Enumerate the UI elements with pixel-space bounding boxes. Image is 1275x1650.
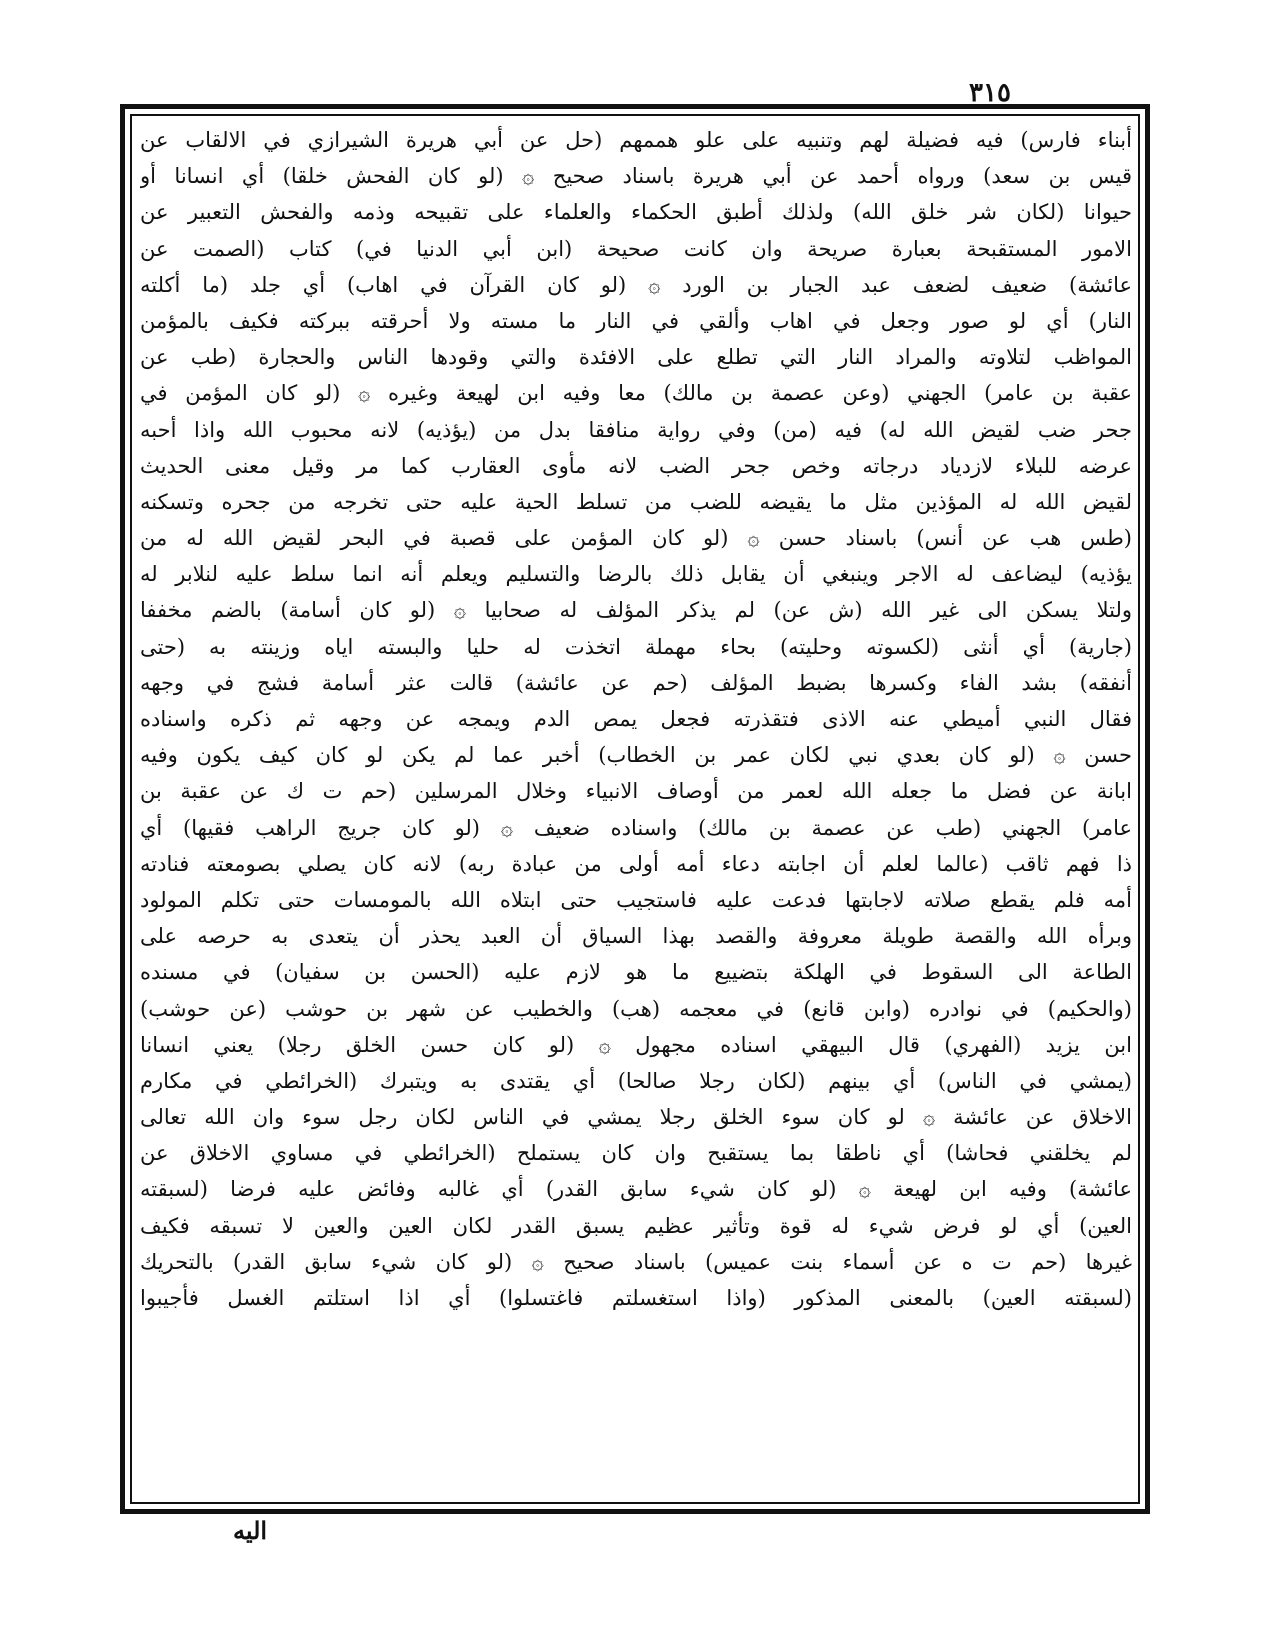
text-line: عائشة) وفيه ابن لهيعة ۞ (لو كان شيء سابق القدر) أي غالبه وفائض عليه فرضا (لسبقته — [140, 1177, 1132, 1202]
text-line: حيوانا (لكان شر خلق الله) ولذلك أطبق الحكماء والعلماء على تقبيحه وذمه والفحش التعبير عن — [140, 200, 1132, 225]
text-line: الاخلاق عن عائشة ۞ لو كان سوء الخلق رجلا يمشي في الناس لكان رجل سوء وان الله تعالى — [140, 1105, 1132, 1130]
text-body — [140, 122, 1132, 1494]
text-line: (طس هب عن أنس) باسناد حسن ۞ (لو كان المؤمن على قصبة في البحر لقيض الله له من — [140, 526, 1132, 551]
text-line: ابن يزيد (الفهري) قال البيهقي اسناده مجهول ۞ (لو كان حسن الخلق رجلا) يعني انسانا — [140, 1032, 1132, 1057]
text-line: عرضه للبلاء لازدياد درجاته وخص جحر الضب لانه مأوى العقارب كما مر وقيل معنى الحديث — [140, 453, 1132, 478]
text-line: الطاعة الى السقوط في الهلكة بتضييع ما هو لازم عليه (الحسن بن سفيان) في مسنده — [140, 960, 1132, 985]
text-line: جحر ضب لقيض الله له) فيه (من) وفي رواية منافقا بدل من (يؤذيه) لانه محبوب الله واذا أحبه — [140, 417, 1132, 442]
text-line: (يمشي في الناس) أي بينهم (لكان رجلا صالحا) أي يقتدى به ويتبرك (الخرائطي في مكارم — [140, 1068, 1132, 1093]
page-number: ٣١٥ — [969, 78, 1011, 108]
text-line: قيس بن سعد) ورواه أحمد عن أبي هريرة باسناد صحيح ۞ (لو كان الفحش خلقا) أي انسانا أو — [140, 164, 1132, 189]
text-line: وبرأه الله والقصة طويلة معروفة والقصد بهذا السياق أن العبد يحذر أن يتعدى به حرصه على — [140, 924, 1132, 949]
text-line: لقيض الله له المؤذين مثل ما يقيضه للضب من تسلط الحية عليه حتى تخرجه من جحره وتسكنه — [140, 489, 1132, 514]
text-line: حسن ۞ (لو كان بعدي نبي لكان عمر بن الخطاب) أخبر عما لم يكن لو كان كيف يكون وفيه — [140, 743, 1132, 768]
text-line: الامور المستقبحة بعبارة صريحة وان كانت صحيحة (ابن أبي الدنيا في) كتاب (الصمت عن — [140, 236, 1132, 261]
text-line: أمه فلم يقطع صلاته لاجابتها فدعت عليه فاستجيب حتى ابتلاه الله بالمومسات حتى تكلم المولود — [140, 887, 1132, 912]
text-line: المواظب لتلاوته والمراد النار التي تطلع على الافئدة والتي وقودها الناس والحجارة (طب عن — [140, 345, 1132, 370]
text-line: عائشة) ضعيف لضعف عبد الجبار بن الورد ۞ (لو كان القرآن في اهاب) أي جلد (ما أكلته — [140, 272, 1132, 297]
text-line: لم يخلقني فحاشا) أي ناطقا بما يستقبح وان كان يستملح (الخرائطي في مساوي الاخلاق عن — [140, 1141, 1132, 1166]
text-line: عقبة بن عامر) الجهني (وعن عصمة بن مالك) معا وفيه ابن لهيعة وغيره ۞ (لو كان المؤمن في — [140, 381, 1132, 406]
text-line: النار) أي لو صور وجعل في اهاب وألقي في النار ما مسته ولا أحرقته ببركته فكيف بالمؤمن — [140, 308, 1132, 333]
text-line: ابانة عن فضل ما جعله الله لعمر من أوصاف الانبياء وخلال المرسلين (حم ت ك عن عقبة بن — [140, 779, 1132, 804]
catchword: اليه — [232, 1516, 268, 1545]
text-line: أبناء فارس) فيه فضيلة لهم وتنبيه على علو هممهم (حل عن أبي هريرة الشيرازي في الالقاب عن — [140, 128, 1132, 152]
text-line: (جارية) أي أنثى (لكسوته وحليته) بحاء مهملة اتخذت له حليا والبسته اياه وزينته به (حتى — [140, 634, 1132, 659]
text-line: (والحكيم) في نوادره (وابن قانع) في معجمه (هب) والخطيب عن شهر بن حوشب (عن حوشب) — [140, 996, 1132, 1021]
text-line: ذا فهم ثاقب (عالما لعلم أن اجابته دعاء أمه أولى من عبادة ربه) لانه كان يصلي بصومعته فنادته — [140, 851, 1132, 876]
text-line: أنفقه) بشد الفاء وكسرها بضبط المؤلف (حم عن عائشة) قالت عثر أسامة فشج في وجهه — [140, 670, 1132, 695]
text-line: فقال النبي أميطي عنه الاذى فتقذرته فجعل يمص الدم ويمجه عن وجهه ثم ذكره واسناده — [140, 707, 1132, 731]
text-line: ولتلا يسكن الى غير الله (ش عن) لم يذكر المؤلف له صحابيا ۞ (لو كان أسامة) بالضم مخففا — [140, 598, 1132, 623]
text-line: يؤذيه) ليضاعف له الاجر وينبغي أن يقابل ذلك بالرضا والتسليم ويعلم أنه انما سلط عليه لنلابر له — [140, 562, 1132, 587]
text-line: (لسبقته العين) بالمعنى المذكور (واذا استغسلتم فاغتسلوا) أي اذا استلتم الغسل فأجيبوا — [140, 1286, 1132, 1310]
text-line: عامر) الجهني (طب عن عصمة بن مالك) واسناده ضعيف ۞ (لو كان جريج الراهب فقيها) أي — [140, 815, 1132, 840]
text-line: غيرها (حم ت ه عن أسماء بنت عميس) باسناد صحيح ۞ (لو كان شيء سابق القدر) بالتحريك — [140, 1249, 1132, 1274]
text-line: العين) أي لو فرض شيء له قوة وتأثير عظيم يسبق القدر لكان العين والعين لا تسبقه فكيف — [140, 1213, 1132, 1238]
